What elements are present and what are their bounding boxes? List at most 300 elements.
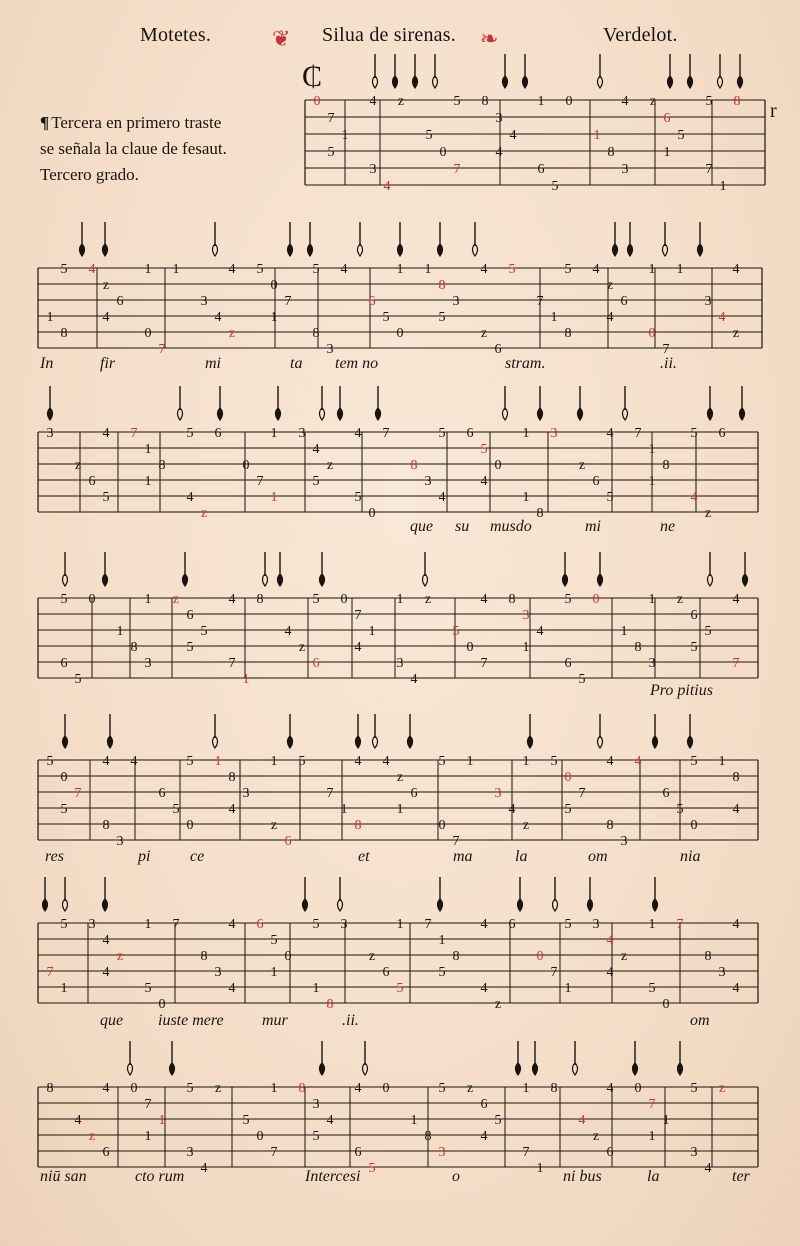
tablature-cipher: 7 (130, 426, 138, 441)
tablature-cipher: 8 (228, 770, 236, 785)
tablature-cipher: 1 (663, 145, 671, 160)
rhythm-flag-icon (356, 736, 361, 748)
tablature-cipher: 4 (214, 310, 222, 325)
rhythm-flag-icon (408, 736, 413, 748)
tablature-cipher: 4 (509, 128, 517, 143)
tablature-cipher: 5 (46, 754, 54, 769)
tablature-cipher: 4 (592, 262, 600, 277)
intro-line-2: se señala la claue de fesaut. (40, 139, 227, 158)
tablature-cipher: 7 (480, 656, 488, 671)
tablature-cipher: 4 (508, 802, 516, 817)
tablature-cipher: 5 (494, 1113, 502, 1128)
lyric-syllable: Intercesi (305, 1168, 361, 1185)
tablature-cipher: z (522, 818, 530, 833)
tablature-cipher: 3 (312, 1097, 320, 1112)
tablature-cipher: 3 (200, 294, 208, 309)
tablature-cipher: 8 (158, 458, 166, 473)
tablature-cipher: 3 (690, 1145, 698, 1160)
tablature-cipher: 8 (536, 506, 544, 521)
tablature-cipher: 4 (704, 1161, 712, 1176)
tablature-cipher: 3 (46, 426, 54, 441)
tablature-cipher: 8 (550, 1081, 558, 1096)
tablature-cipher: 4 (102, 1081, 110, 1096)
tablature-cipher: 1 (648, 262, 656, 277)
tablature-cipher: 4 (354, 640, 362, 655)
tablature-cipher: 4 (606, 310, 614, 325)
tablature-cipher: z (592, 1129, 600, 1144)
lyric-syllable: pi (138, 848, 151, 865)
tablature-cipher: z (732, 326, 740, 341)
lyric-syllable: .ii. (660, 355, 677, 372)
tablature-cipher: 5 (327, 145, 335, 160)
tablature-cipher: 1 (144, 442, 152, 457)
fleuron-ornament-icon: ❧ (480, 26, 499, 51)
tablature-cipher: 1 (158, 1113, 166, 1128)
rhythm-flag-icon (438, 244, 443, 256)
rhythm-flag-icon (668, 76, 673, 88)
lyric-syllable: fir (100, 355, 116, 372)
tablature-cipher: 1 (60, 981, 68, 996)
tablature-cipher: 6 (494, 342, 502, 357)
tablature-cipher: 1 (662, 1113, 670, 1128)
tablature-cipher: z (74, 458, 82, 473)
rhythm-flag-icon (183, 574, 188, 586)
tablature-cipher: 8 (256, 592, 264, 607)
tablature-cipher: 4 (606, 426, 614, 441)
tablature-cipher: 7 (452, 834, 460, 849)
pilcrow-icon: ¶ (40, 113, 50, 132)
rhythm-flag-icon (578, 408, 583, 420)
tablature-cipher: 1 (648, 592, 656, 607)
lyric-syllable: ce (190, 848, 205, 865)
tablature-cipher: 4 (718, 310, 726, 325)
tablature-cipher: 5 (102, 490, 110, 505)
tablature-cipher: 5 (60, 592, 68, 607)
rhythm-flag-icon (413, 76, 418, 88)
tablature-cipher: 8 (481, 94, 489, 109)
tablature-cipher: 1 (522, 640, 530, 655)
tablature-cipher: 4 (88, 262, 96, 277)
tablature-cipher: 3 (298, 426, 306, 441)
tablature-cipher: 5 (564, 802, 572, 817)
tablature-cipher: 1 (368, 624, 376, 639)
tablature-cipher: 8 (60, 326, 68, 341)
tablature-cipher: 4 (732, 262, 740, 277)
tablature-cipher: 1 (648, 474, 656, 489)
lyric-syllable: stram. (505, 355, 546, 372)
tablature-cipher: 8 (102, 818, 110, 833)
tablature-cipher: z (228, 326, 236, 341)
tablature-cipher: 4 (130, 754, 138, 769)
tablature-cipher: 6 (662, 786, 670, 801)
lyric-syllable: ne (660, 518, 676, 535)
tablature-cipher: 0 (88, 592, 96, 607)
lyric-syllable: musdo (490, 518, 532, 535)
tablature-cipher: 0 (438, 818, 446, 833)
tablature-cipher: 6 (466, 426, 474, 441)
tablature-cipher: 5 (312, 474, 320, 489)
tablature-cipher: 1 (550, 310, 558, 325)
tablature-cipher: 5 (60, 802, 68, 817)
lyric-syllable: o (452, 1168, 460, 1185)
rhythm-flag-icon (653, 899, 658, 911)
lyric-syllable: cto rum (135, 1168, 185, 1185)
rhythm-flag-icon (170, 1063, 175, 1075)
lyric-syllable: om (588, 848, 608, 865)
header-left: Motetes. (140, 24, 212, 46)
rhythm-flag-icon (688, 76, 693, 88)
tablature-cipher: 8 (606, 818, 614, 833)
tablature-cipher: z (704, 506, 712, 521)
tablature-cipher: 7 (46, 965, 54, 980)
tablature-cipher: 7 (158, 342, 166, 357)
tablature-cipher: 3 (88, 917, 96, 932)
tablature-cipher: 6 (564, 656, 572, 671)
rhythm-flag-icon (516, 1063, 521, 1075)
tablature-cipher: 6 (368, 294, 376, 309)
rhythm-flag-icon (743, 574, 748, 586)
tablature-cipher: 4 (480, 474, 488, 489)
tablature-cipher: 7 (522, 1145, 530, 1160)
tablature-cipher: 5 (312, 917, 320, 932)
tablature-cipher: 7 (326, 786, 334, 801)
tablature-cipher: 5 (578, 672, 586, 687)
tablature-cipher: 5 (438, 310, 446, 325)
tablature-cipher: 3 (495, 111, 503, 126)
side-mark: r (770, 100, 777, 122)
tablature-cipher: z (480, 326, 488, 341)
tablature-cipher: 1 (214, 754, 222, 769)
tablature-cipher: 8 (130, 640, 138, 655)
tablature-cipher: 5 (60, 917, 68, 932)
tablature-cipher: 6 (592, 474, 600, 489)
tablature-cipher: 0 (565, 94, 573, 109)
tablature-cipher: 7 (256, 474, 264, 489)
tablature-cipher: 5 (312, 592, 320, 607)
rhythm-flag-icon (678, 1063, 683, 1075)
tablature-cipher: 5 (690, 426, 698, 441)
tablature-cipher: 5 (606, 490, 614, 505)
tablature-cipher: 8 (438, 278, 446, 293)
tablature-cipher: 0 (242, 458, 250, 473)
tablature-cipher: 4 (480, 592, 488, 607)
tablature-cipher: 4 (284, 624, 292, 639)
tablature-cipher: 6 (102, 1145, 110, 1160)
tablature-cipher: 8 (410, 458, 418, 473)
tablature-cipher: 4 (369, 94, 377, 109)
tablature-cipher: 4 (438, 490, 446, 505)
tablature-cipher: z (620, 949, 628, 964)
tablature-cipher: 0 (340, 592, 348, 607)
tablature-cipher: 4 (102, 965, 110, 980)
tablature-cipher: 4 (732, 981, 740, 996)
lyric-syllable: .ii. (342, 1012, 359, 1029)
rhythm-flag-icon (43, 899, 48, 911)
tablature-cipher: 7 (634, 426, 642, 441)
tablature-cipher: 1 (676, 262, 684, 277)
tablature-cipher: 5 (186, 426, 194, 441)
tablature-cipher: 5 (452, 624, 460, 639)
tablature-cipher: 6 (214, 426, 222, 441)
tablature-cipher: 3 (242, 786, 250, 801)
tablature-cipher: 4 (228, 262, 236, 277)
tablature-cipher: 3 (550, 426, 558, 441)
tablature-cipher: 4 (186, 490, 194, 505)
tablature-cipher: 6 (354, 1145, 362, 1160)
tablature-cipher: 5 (564, 917, 572, 932)
tablature-cipher: 5 (690, 1081, 698, 1096)
tablature-cipher: 7 (284, 294, 292, 309)
tablature-cipher: 1 (270, 310, 278, 325)
tablature-cipher: 0 (466, 640, 474, 655)
tablature-cipher: 7 (144, 1097, 152, 1112)
tablature-cipher: 4 (480, 981, 488, 996)
rhythm-flag-icon (523, 76, 528, 88)
lyric-syllable: niū san (40, 1168, 87, 1185)
tablature-cipher: 0 (284, 949, 292, 964)
tablature-cipher: 1 (396, 592, 404, 607)
rhythm-flag-icon (528, 736, 533, 748)
tablature-cipher: 0 (130, 1081, 138, 1096)
lyric-syllable: iuste mere (158, 1012, 224, 1029)
tablature-cipher: 8 (326, 997, 334, 1012)
tablature-cipher: 4 (606, 933, 614, 948)
tablature-cipher: 5 (256, 262, 264, 277)
tablature-cipher: 7 (578, 786, 586, 801)
lyric-syllable: que (100, 1012, 124, 1029)
tablature-cipher: 5 (186, 1081, 194, 1096)
tablature-cipher: 5 (354, 490, 362, 505)
rhythm-flag-icon (698, 244, 703, 256)
tablature-cipher: 8 (452, 949, 460, 964)
tablature-cipher: 4 (228, 802, 236, 817)
header-right: Verdelot. (603, 24, 678, 46)
tablature-cipher: z (116, 949, 124, 964)
tablature-cipher: 5 (312, 262, 320, 277)
tablature-cipher: 4 (354, 754, 362, 769)
tablature-cipher: 0 (592, 592, 600, 607)
tablature-cipher: 3 (396, 656, 404, 671)
rhythm-flag-icon (278, 574, 283, 586)
tablature-cipher: 1 (270, 965, 278, 980)
rhythm-flag-icon (503, 76, 508, 88)
tablature-cipher: z (326, 458, 334, 473)
tablature-cipher: 8 (354, 818, 362, 833)
fleuron-ornament-icon: ❦ (272, 26, 291, 51)
tablature-cipher: 6 (537, 162, 545, 177)
tablature-cipher: 0 (313, 94, 321, 109)
tablature-cipher: 6 (60, 656, 68, 671)
tablature-cipher: z (270, 818, 278, 833)
tablature-cipher: z (214, 1081, 222, 1096)
tablature-cipher: 4 (340, 262, 348, 277)
tablature-cipher: z (606, 278, 614, 293)
tablature-cipher: 1 (719, 179, 727, 194)
tablature-cipher: z (578, 458, 586, 473)
tablature-cipher: 0 (439, 145, 447, 160)
tablature-cipher: z (298, 640, 306, 655)
tablature-cipher: 6 (284, 834, 292, 849)
tablature-cipher: 1 (522, 426, 530, 441)
rhythm-flag-icon (740, 408, 745, 420)
lyric-syllable: mi (585, 518, 601, 535)
rhythm-flag-icon (393, 76, 398, 88)
tablature-cipher: 5 (186, 754, 194, 769)
tablature-cipher: 7 (732, 656, 740, 671)
tablature-cipher: 0 (648, 326, 656, 341)
tablature-cipher: 4 (74, 1113, 82, 1128)
tablature-cipher: 1 (46, 310, 54, 325)
lyric-syllable: et (358, 848, 370, 865)
tablature-cipher: 1 (424, 262, 432, 277)
tablature-cipher: 6 (690, 608, 698, 623)
mensuration-sign-icon: ₵ (302, 60, 323, 93)
tablature-cipher: 3 (494, 786, 502, 801)
tablature-cipher: 7 (705, 162, 713, 177)
tablature-cipher: 1 (537, 94, 545, 109)
tablature-cipher: 1 (536, 1161, 544, 1176)
tablature-cipher: 1 (466, 754, 474, 769)
tablature-cipher: 5 (564, 262, 572, 277)
tablature-cipher: 1 (718, 754, 726, 769)
tablature-cipher: 8 (298, 1081, 306, 1096)
tablature-cipher: z (397, 94, 405, 109)
rhythm-flag-icon (438, 899, 443, 911)
tablature-cipher: 1 (522, 754, 530, 769)
tablature-cipher: 3 (214, 965, 222, 980)
tablature-cipher: 0 (60, 770, 68, 785)
rhythm-flag-icon (63, 736, 68, 748)
tablature-cipher: 4 (228, 917, 236, 932)
tablature-cipher: 4 (634, 754, 642, 769)
lyric-syllable: la (515, 848, 528, 865)
tablature-cipher: 3 (186, 1145, 194, 1160)
tablature-cipher: 6 (620, 294, 628, 309)
tablature-cipher: z (649, 94, 657, 109)
tablature-cipher: 4 (578, 1113, 586, 1128)
lyric-syllable: Pro pitius (650, 682, 713, 699)
tablature-cipher: 1 (270, 426, 278, 441)
tablature-cipher: 4 (312, 442, 320, 457)
tablature-cipher: 5 (312, 1129, 320, 1144)
tablature-cipher: 5 (200, 624, 208, 639)
tablature-cipher: 3 (438, 1145, 446, 1160)
tablature-cipher: 4 (606, 754, 614, 769)
tablature-cipher: 1 (312, 981, 320, 996)
tablature-cipher: 6 (116, 294, 124, 309)
tablature-cipher: 4 (102, 310, 110, 325)
tablature-cipher: 0 (690, 818, 698, 833)
tablature-cipher: 0 (270, 278, 278, 293)
lyric-syllable: In (40, 355, 54, 372)
tablature-cipher: 3 (621, 162, 629, 177)
tablature-cipher: z (396, 770, 404, 785)
tablature-cipher: 0 (662, 997, 670, 1012)
tablature-cipher: 5 (270, 933, 278, 948)
intro-line-1: Tercera en primero traste (51, 113, 222, 132)
rhythm-flag-icon (738, 76, 743, 88)
tablature-cipher: 1 (396, 262, 404, 277)
tablature-cipher: 6 (88, 474, 96, 489)
tablature-cipher: z (676, 592, 684, 607)
tablature-cipher: 1 (270, 754, 278, 769)
tablature-cipher: 5 (550, 754, 558, 769)
tablature-cipher: 5 (425, 128, 433, 143)
rhythm-flag-icon (518, 899, 523, 911)
tablature-cipher: 8 (200, 949, 208, 964)
tablature-cipher: 0 (382, 1081, 390, 1096)
tablature-cipher: 4 (480, 262, 488, 277)
tablature-cipher: 7 (382, 426, 390, 441)
rhythm-flag-icon (588, 899, 593, 911)
tablature-cipher: 7 (270, 1145, 278, 1160)
tablature-cipher: 1 (564, 981, 572, 996)
rhythm-flag-icon (103, 574, 108, 586)
lyric-syllable: ta (290, 355, 303, 372)
tablature-cipher: 5 (438, 426, 446, 441)
tablature-cipher: z (368, 949, 376, 964)
rhythm-flag-icon (688, 736, 693, 748)
tablature-cipher: 4 (495, 145, 503, 160)
tablature-cipher: 6 (256, 917, 264, 932)
tablature-cipher: 3 (424, 474, 432, 489)
tablature-cipher: 5 (648, 981, 656, 996)
tablature-cipher: 8 (312, 326, 320, 341)
rhythm-flag-icon (308, 244, 313, 256)
tablature-cipher: 5 (690, 640, 698, 655)
rhythm-flag-icon (288, 736, 293, 748)
rhythm-flag-icon (320, 1063, 325, 1075)
tablature-cipher: z (718, 1081, 726, 1096)
tablature-cipher: 7 (354, 608, 362, 623)
tablature-cipher: z (466, 1081, 474, 1096)
tablature-cipher: 4 (621, 94, 629, 109)
tablature-cipher: 1 (144, 917, 152, 932)
tablature-cipher: 1 (522, 1081, 530, 1096)
tablature-cipher: 4 (382, 754, 390, 769)
lyric-syllable: nia (680, 848, 701, 865)
rhythm-flag-icon (303, 899, 308, 911)
rhythm-flag-icon (218, 408, 223, 420)
tablature-cipher: 3 (340, 917, 348, 932)
tablature-cipher: 7 (662, 342, 670, 357)
rhythm-flag-icon (288, 244, 293, 256)
tablature-cipher: 7 (453, 162, 461, 177)
tablature-cipher: 5 (368, 1161, 376, 1176)
tablature-cipher: 5 (551, 179, 559, 194)
tablature-cipher: 4 (480, 917, 488, 932)
tablature-cipher: 1 (270, 1081, 278, 1096)
rhythm-flag-icon (598, 574, 603, 586)
tablature-cipher: 3 (718, 965, 726, 980)
tablature-cipher: 8 (46, 1081, 54, 1096)
tablature-cipher: z (424, 592, 432, 607)
rhythm-flag-icon (320, 574, 325, 586)
tablature-cipher: 4 (354, 1081, 362, 1096)
rhythm-flag-icon (538, 408, 543, 420)
lyric-syllable: om (690, 1012, 710, 1029)
tablature-cipher: 7 (648, 1097, 656, 1112)
tablature-cipher: 1 (396, 802, 404, 817)
tablature-cipher: 0 (564, 770, 572, 785)
tablature-cipher: 4 (606, 965, 614, 980)
tablature-cipher: 7 (676, 917, 684, 932)
lyric-syllable: la (647, 1168, 660, 1185)
tablature-cipher: 1 (648, 917, 656, 932)
tablature-cipher: 4 (732, 592, 740, 607)
tablature-cipher: 3 (116, 834, 124, 849)
tablature-cipher: 3 (620, 834, 628, 849)
